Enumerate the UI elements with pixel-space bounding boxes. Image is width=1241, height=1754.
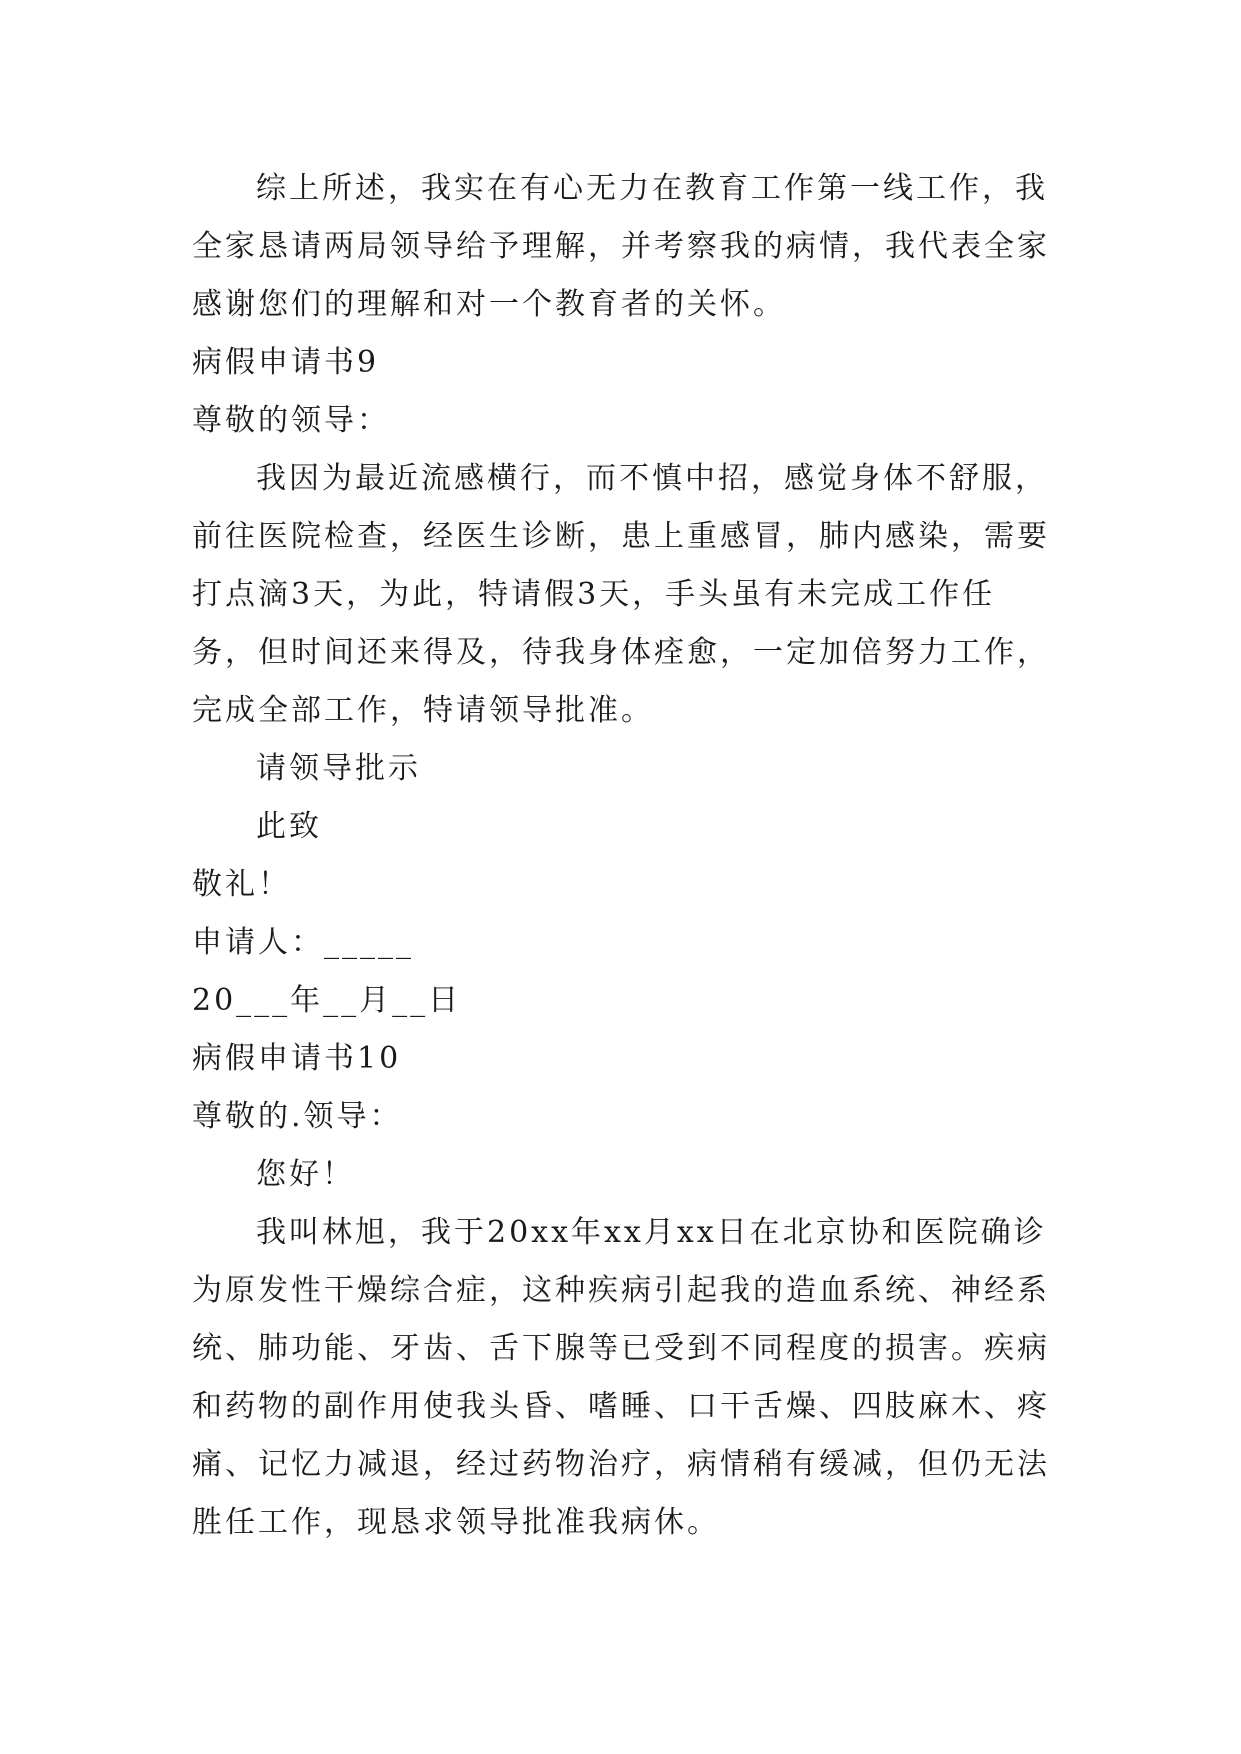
section-title-9: 病假申请书9 [192, 345, 380, 380]
request-line: 请领导批示 [256, 751, 421, 786]
salutation: 尊敬的领导： [192, 403, 390, 438]
body-paragraph: 我叫林旭，我于20xx年xx月xx日在北京协和医院确诊为原发性干燥综合症，这种疾病引起我的造血系统、神经系统、肺功能、牙齿、舌下腺等已受到不同程度的损害。疾病和药物的副作用使我头昏、嗜睡、口干舌燥、四肢麻木、疼痛、记忆力减退，经过药物治疗，病情稍有缓减，但仍无法胜任工作，现恳求领导批准我病休。 [192, 1215, 1050, 1540]
body-paragraph: 我因为最近流感横行，而不慎中招，感觉身体不舒服，前往医院检查，经医生诊断，患上重感冒，肺内感染，需要打点滴3天，为此，特请假3天，手头虽有未完成工作任务，但时间还来得及，待我身体痊愈，一定加倍努力工作，完成全部工作，特请领导批准。 [192, 461, 1050, 728]
salutation: 尊敬的.领导： [192, 1099, 403, 1134]
regards-line: 敬礼！ [192, 867, 291, 902]
closing-phrase: 此致 [256, 809, 322, 844]
date-line: 20___年__月__日 [192, 983, 462, 1018]
closing-paragraph: 综上所述，我实在有心无力在教育工作第一线工作，我全家恳请两局领导给予理解，并考察我的病情，我代表全家感谢您们的理解和对一个教育者的关怀。 [192, 171, 1050, 322]
greeting: 您好！ [256, 1157, 355, 1192]
applicant-line: 申请人：_____ [192, 925, 414, 960]
document-body [192, 160, 1052, 1552]
section-title-10: 病假申请书10 [192, 1041, 402, 1076]
